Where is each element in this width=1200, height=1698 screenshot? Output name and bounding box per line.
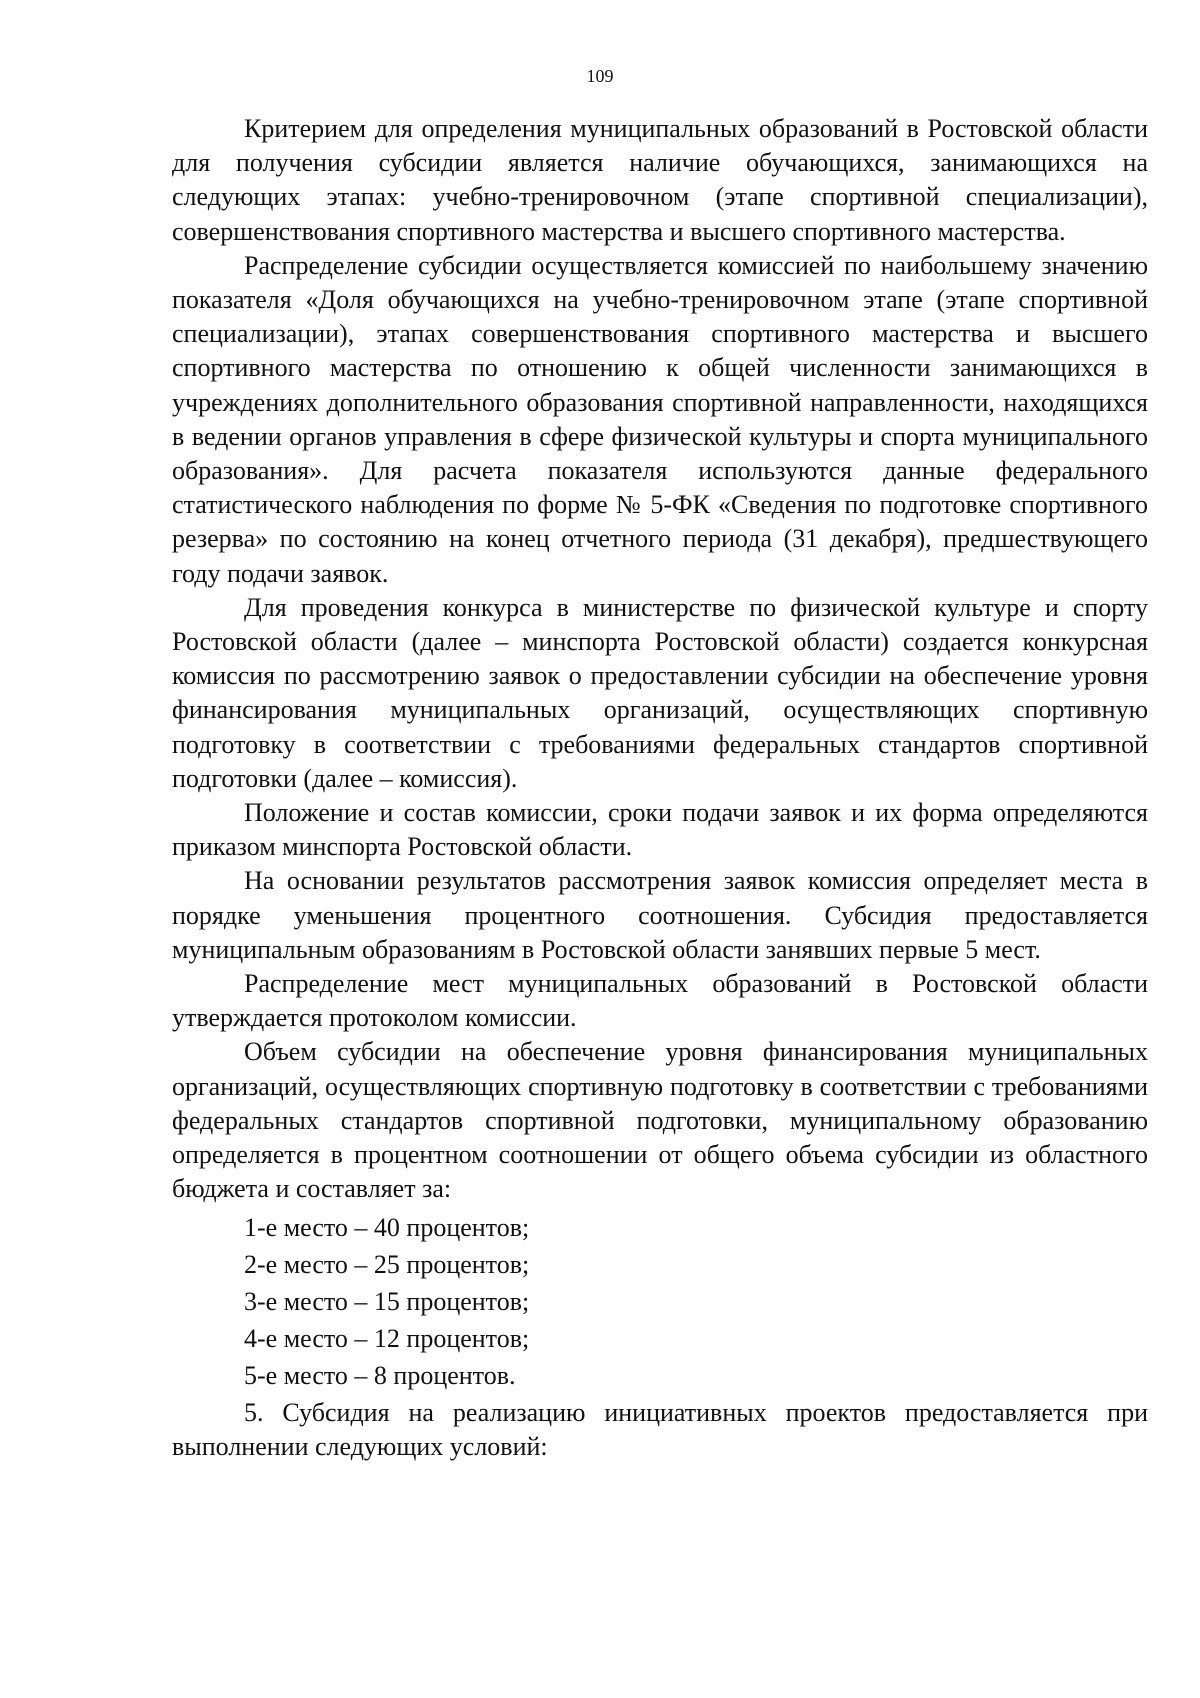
paragraph-protocol: Распределение мест муниципальных образований в Ростовской области утверждается протоколом комиссии. bbox=[172, 969, 1148, 1033]
document-body bbox=[172, 112, 1148, 1464]
paragraph-initiative-projects: 5. Субсидия на реализацию инициативных проектов предоставляется при выполнении следующих условий: bbox=[172, 1397, 1148, 1461]
paragraph-distribution: Распределение субсидии осуществляется комиссией по наибольшему значению показателя «Доля обучающихся на учебно-тренировочном этапе (этапе спортивной специализации), этапах совершенствования спортивного мастерства и высшего спортивного мастерства по отношению к общей численности занимающихся в учреждениях дополнительного образования спортивной направленности, находящихся в ведении органов управления в сфере физической культуры и спорта муниципального образования». Для расчета показателя используются данные федерального статистического наблюдения по форме № 5-ФК «Сведения по подготовке спортивного резерва» по состоянию на конец отчетного периода (31 декабря), предшествующего году подачи заявок. bbox=[172, 250, 1148, 588]
list-item: 4-е место – 12 процентов; bbox=[244, 1323, 530, 1353]
list-item: 2-е место – 25 процентов; bbox=[244, 1249, 530, 1279]
paragraph-commission: Для проведения конкурса в министерстве по физической культуре и спорту Ростовской области (далее – минспорта Ростовской области) создается конкурсная комиссия по рассмотрению заявок о предоставлении субсидии на обеспечение уровня финансирования муниципальных организаций, осуществляющих спортивную подготовку в соответствии с требованиями федеральных стандартов спортивной подготовки (далее – комиссия). bbox=[172, 592, 1148, 793]
list-item: 3-е место – 15 процентов; bbox=[244, 1286, 530, 1316]
page-number: 109 bbox=[586, 66, 614, 86]
paragraph-volume: Объем субсидии на обеспечение уровня финансирования муниципальных организаций, осуществляющих спортивную подготовку в соответствии с требованиями федеральных стандартов спортивной подготовки, муниципальному образованию определяется в процентном соотношении от общего объема субсидии из областного бюджета и составляет за: bbox=[172, 1037, 1148, 1204]
paragraph-ranking: На основании результатов рассмотрения заявок комиссия определяет места в порядке уменьшения процентного соотношения. Субсидия предоставляется муниципальным образованиям в Ростовской области занявших первые 5 мест. bbox=[172, 866, 1148, 964]
paragraph-criterion: Критерием для определения муниципальных образований в Ростовской области для получения субсидии является наличие обучающихся, занимающихся на следующих этапах: учебно-тренировочном (этапе спортивной специализации), совершенствования спортивного мастерства и высшего спортивного мастерства. bbox=[172, 114, 1148, 246]
paragraph-regulation: Положение и состав комиссии, сроки подачи заявок и их форма определяются приказом минспорта Ростовской области. bbox=[172, 798, 1148, 862]
places-list bbox=[172, 1209, 1148, 1394]
list-item: 5-е место – 8 процентов. bbox=[244, 1360, 516, 1390]
list-item: 1-е место – 40 процентов; bbox=[244, 1212, 530, 1242]
